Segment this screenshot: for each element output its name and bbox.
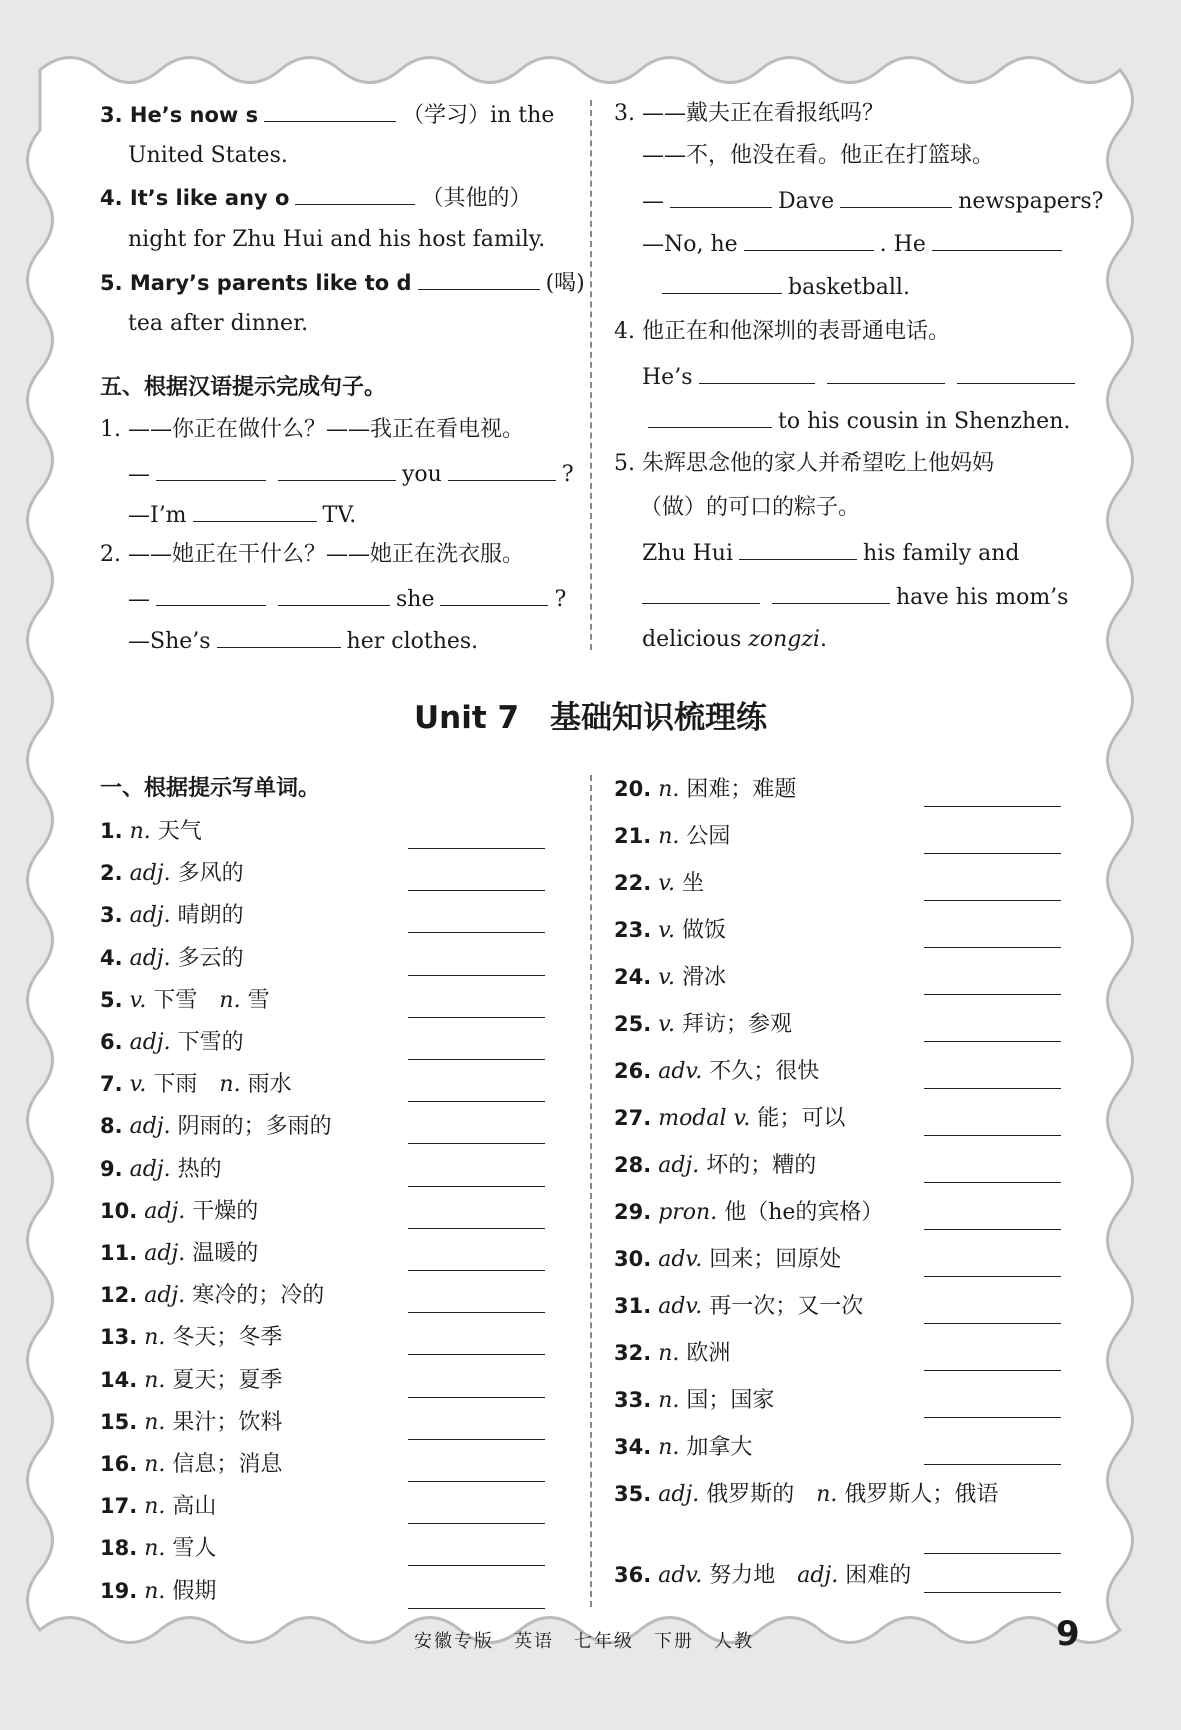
vocab-item (614, 1339, 730, 1368)
vocab-item (100, 1534, 216, 1563)
vocab-item (100, 1239, 258, 1268)
answer-blank[interactable] (924, 805, 1061, 807)
vocab-item (614, 1010, 792, 1039)
item3-line1: 3. He’s now s （学习）in the (100, 100, 554, 130)
item-number: 27. (614, 1106, 652, 1130)
answer-blank[interactable] (408, 1480, 545, 1482)
definition: 国；国家 (686, 1388, 775, 1413)
answer-blank[interactable] (408, 1353, 545, 1355)
item-number: 13. (100, 1325, 138, 1350)
vocab-item (100, 1281, 324, 1310)
blank[interactable] (744, 229, 874, 251)
q4-prompt: 4. 他正在和他深圳的表哥通电话。 (614, 319, 950, 344)
vocab-item (100, 817, 202, 846)
definition: 冬天；冬季 (172, 1325, 283, 1351)
part-of-speech: adj. (129, 945, 171, 971)
item-number: 14. (100, 1367, 138, 1392)
item-number: 28. (614, 1153, 652, 1177)
vocab-item (614, 1151, 816, 1180)
unit-title: Unit 7 基础知识梳理练 (413, 700, 768, 736)
definition: 坐 (682, 871, 705, 896)
blank[interactable] (670, 186, 772, 208)
item-number: 3. (100, 903, 123, 928)
definition: 回来；回原处 (709, 1247, 842, 1272)
part-of-speech: adj. (144, 1241, 186, 1266)
item-number: 20. (614, 777, 652, 801)
part-of-speech: n. (658, 1435, 680, 1460)
definition: 夏天；夏季 (172, 1367, 283, 1393)
blank[interactable] (662, 272, 782, 294)
vocab-item (100, 1197, 258, 1226)
definition: 坏的；糟的 (706, 1153, 817, 1178)
part-of-speech: adj. (129, 1114, 171, 1140)
definition: 阴雨的；多雨的 (177, 1114, 332, 1140)
answer-blank[interactable] (408, 974, 545, 976)
item-number: 36. (614, 1563, 652, 1587)
definition: 不久；很快 (709, 1059, 820, 1084)
definition: 再一次；又一次 (709, 1294, 864, 1319)
q5-prompt: 5. 朱辉思念他的家人并希望吃上他妈妈 (614, 451, 994, 476)
item-number: 11. (100, 1241, 138, 1265)
vocab-item (614, 916, 726, 945)
item-number: 17. (100, 1494, 138, 1519)
blank[interactable] (295, 183, 415, 205)
part-of-speech: n. (816, 1482, 838, 1507)
item-number: 4. (100, 945, 123, 970)
part-of-speech: adj. (144, 1198, 186, 1224)
answer-blank[interactable] (924, 1463, 1061, 1465)
vocab-item (614, 1561, 911, 1590)
definition: 加拿大 (686, 1435, 753, 1460)
definition: 困难；难题 (686, 777, 797, 802)
vocab-item (100, 1577, 216, 1606)
definition: 干燥的 (192, 1198, 259, 1224)
part-of-speech: n. (144, 1325, 166, 1351)
part-of-speech: modal v. (658, 1106, 751, 1131)
blank[interactable] (278, 459, 396, 481)
definition: 温暖的 (192, 1241, 259, 1266)
definition: 天气 (157, 819, 202, 844)
part-of-speech: n. (144, 1536, 166, 1562)
q4-line1: He’s (642, 362, 1081, 392)
item-number: 6. (100, 1030, 123, 1054)
answer-blank[interactable] (924, 1416, 1061, 1418)
answer-blank[interactable] (924, 1087, 1061, 1089)
part-of-speech: n. (658, 1341, 680, 1366)
vocab-item (100, 1155, 222, 1184)
part-of-speech: adj. (129, 903, 171, 929)
q1-answer-line2: —I’m TV. (128, 500, 356, 530)
item-number: 33. (614, 1388, 652, 1412)
answer-blank[interactable] (408, 1522, 545, 1524)
vocab-item (614, 1480, 998, 1509)
part-of-speech: n. (219, 1072, 241, 1098)
vocab-heading: 一、根据提示写单词。 (100, 776, 321, 801)
vocab-item (614, 1198, 883, 1227)
blank[interactable] (699, 362, 815, 384)
answer-blank[interactable] (924, 1552, 1061, 1554)
blank[interactable] (739, 538, 857, 560)
vocab-item (614, 963, 726, 992)
item-number: 25. (614, 1012, 652, 1036)
definition: 滑冰 (682, 965, 727, 990)
answer-blank[interactable] (924, 1181, 1061, 1183)
part-of-speech: n. (144, 1452, 166, 1477)
vocab-item (100, 901, 244, 930)
vocab-item (100, 986, 270, 1015)
vocab-item (614, 1386, 774, 1415)
answer-blank[interactable] (924, 946, 1061, 948)
item-number: 10. (100, 1198, 138, 1223)
vocab-item (100, 1408, 282, 1437)
definition: 能；可以 (757, 1106, 846, 1131)
part-of-speech: v. (658, 1012, 676, 1037)
part-of-speech: n. (658, 824, 680, 849)
q5-line3: delicious zongzi. (642, 627, 827, 652)
blank[interactable] (642, 582, 760, 604)
q1-prompt: 1. ——你正在做什么？——我正在看电视。 (100, 417, 524, 442)
vocab-item (100, 1323, 282, 1352)
definition: 雪 (247, 987, 270, 1013)
item-number: 24. (614, 965, 652, 989)
item-number: 30. (614, 1247, 652, 1271)
answer-blank[interactable] (408, 1311, 545, 1313)
item-number: 1. (100, 819, 123, 843)
answer-blank[interactable] (408, 1142, 545, 1144)
part-of-speech: v. (658, 918, 676, 943)
answer-blank[interactable] (408, 1058, 545, 1060)
part-of-speech: n. (658, 777, 680, 802)
answer-blank[interactable] (924, 993, 1061, 995)
answer-blank[interactable] (408, 931, 545, 933)
definition: 下雨 (153, 1072, 220, 1098)
definition: 拜访；参观 (682, 1012, 793, 1037)
page-number: 9 (1056, 1614, 1080, 1654)
definition: 假期 (172, 1578, 217, 1604)
definition: 寒冷的；冷的 (192, 1283, 325, 1309)
part-of-speech: adj. (129, 861, 171, 887)
item-number: 7. (100, 1072, 123, 1097)
definition: 俄罗斯人；俄语 (844, 1482, 999, 1507)
definition: 热的 (177, 1156, 222, 1182)
item-number: 19. (100, 1578, 138, 1603)
part-of-speech: adj. (797, 1563, 839, 1588)
q3-line3: basketball. (662, 272, 910, 302)
definition: 努力地 (709, 1563, 798, 1588)
q1-answer-line1: — you ? (128, 459, 574, 489)
q2-answer-line2: —She’s her clothes. (128, 626, 478, 656)
answer-blank[interactable] (924, 852, 1061, 854)
answer-blank[interactable] (924, 1591, 1061, 1593)
definition: 信息；消息 (172, 1452, 283, 1477)
item-number: 22. (614, 871, 652, 895)
definition: 俄罗斯的 (706, 1482, 817, 1507)
item4-line2: night for Zhu Hui and his host family. (128, 227, 546, 252)
blank[interactable] (648, 406, 772, 428)
vocab-item (614, 1245, 841, 1274)
answer-blank[interactable] (924, 1040, 1061, 1042)
definition: 雨水 (247, 1072, 292, 1098)
item-number: 29. (614, 1200, 652, 1224)
item-number: 15. (100, 1409, 138, 1434)
item-number: 21. (614, 824, 652, 848)
vocab-item (100, 1028, 244, 1057)
vocab-item (100, 1112, 332, 1141)
answer-blank[interactable] (408, 1396, 545, 1398)
vocab-item (614, 1292, 863, 1321)
answer-blank[interactable] (408, 889, 545, 891)
vocab-item (100, 1450, 282, 1479)
item-number: 26. (614, 1059, 652, 1083)
vocab-item (100, 1366, 282, 1395)
vocab-item (614, 822, 730, 851)
definition: 雪人 (172, 1536, 217, 1562)
item-number: 32. (614, 1341, 652, 1365)
blank[interactable] (772, 582, 890, 604)
item-number: 23. (614, 918, 652, 942)
blank[interactable] (932, 229, 1062, 251)
definition: 多风的 (177, 861, 244, 887)
blank[interactable] (418, 268, 540, 290)
answer-blank[interactable] (924, 1275, 1061, 1277)
part-of-speech: adj. (658, 1482, 700, 1507)
answer-blank[interactable] (408, 1607, 545, 1609)
item-number: 18. (100, 1536, 138, 1561)
blank[interactable] (217, 626, 341, 648)
q3-prompt: 3. ——戴夫正在看报纸吗？ (614, 101, 884, 126)
q3-prompt-b: ——不，他没在看。他正在打篮球。 (642, 143, 995, 168)
answer-blank[interactable] (924, 1369, 1061, 1371)
q5-line2: have his mom’s (642, 582, 1068, 612)
item4-line1: 4. It’s like any o （其他的） (100, 183, 531, 213)
part-of-speech: v. (658, 965, 676, 990)
part-of-speech: n. (144, 1409, 166, 1435)
q3-line1: — Dave newspapers? (642, 186, 1103, 216)
part-of-speech: n. (144, 1367, 166, 1393)
answer-blank[interactable] (924, 1134, 1061, 1136)
part-of-speech: adj. (129, 1156, 171, 1182)
vocab-item (614, 1104, 845, 1133)
blank[interactable] (278, 584, 390, 606)
q2-prompt: 2. ——她正在干什么？——她正在洗衣服。 (100, 542, 524, 567)
blank[interactable] (193, 500, 317, 522)
part-of-speech: pron. (658, 1200, 718, 1225)
answer-blank[interactable] (408, 1100, 545, 1102)
item-number: 31. (614, 1294, 652, 1318)
item-number: 8. (100, 1114, 123, 1139)
blank[interactable] (448, 459, 556, 481)
item-number: 12. (100, 1283, 138, 1308)
vocab-item (100, 1070, 292, 1099)
q5-prompt-b: （做）的可口的粽子。 (640, 495, 861, 520)
item-number: 35. (614, 1482, 652, 1506)
definition: 多云的 (177, 945, 244, 971)
definition: 欧洲 (686, 1341, 731, 1366)
part-of-speech: n. (219, 987, 241, 1013)
blank[interactable] (840, 186, 952, 208)
item-number: 2. (100, 861, 123, 886)
part-of-speech: adv. (658, 1059, 703, 1084)
definition: 他（he的宾格） (724, 1200, 884, 1225)
part-of-speech: n. (658, 1388, 680, 1413)
part-of-speech: v. (129, 1072, 147, 1098)
column-divider-bottom (590, 775, 592, 1607)
definition: 高山 (172, 1494, 217, 1520)
answer-blank[interactable] (408, 1227, 545, 1229)
item-number: 5. (100, 987, 123, 1012)
footer-text: 安徽专版 英语 七年级 下册 人教 (414, 1631, 754, 1652)
section5-heading: 五、根据汉语提示完成句子。 (100, 375, 387, 400)
q4-line2: to his cousin in Shenzhen. (648, 406, 1070, 436)
definition: 困难的 (845, 1563, 912, 1588)
answer-blank[interactable] (924, 899, 1061, 901)
vocab-item (614, 775, 796, 804)
vocab-item (614, 1057, 819, 1086)
blank[interactable] (156, 584, 266, 606)
blank[interactable] (827, 362, 945, 384)
answer-blank[interactable] (408, 847, 545, 849)
item5-line1: 5. Mary’s parents like to d (喝) (100, 268, 585, 298)
definition: 做饭 (682, 918, 727, 943)
blank[interactable] (957, 362, 1075, 384)
part-of-speech: v. (129, 987, 147, 1013)
column-divider-top (590, 100, 592, 650)
item-number: 16. (100, 1452, 138, 1476)
vocab-item (614, 1433, 752, 1462)
blank[interactable] (156, 459, 266, 481)
part-of-speech: n. (144, 1494, 166, 1520)
part-of-speech: adj. (144, 1283, 186, 1309)
answer-blank[interactable] (408, 1438, 545, 1440)
definition: 果汁；饮料 (172, 1409, 283, 1435)
vocab-item (100, 1492, 216, 1521)
vocab-item (100, 944, 244, 973)
part-of-speech: n. (144, 1578, 166, 1604)
part-of-speech: adj. (658, 1153, 700, 1178)
answer-blank[interactable] (408, 1016, 545, 1018)
part-of-speech: v. (658, 871, 676, 896)
vocab-item (100, 859, 244, 888)
item5-line2: tea after dinner. (128, 311, 309, 336)
answer-blank[interactable] (408, 1269, 545, 1271)
part-of-speech: adv. (658, 1563, 703, 1588)
definition: 下雪 (153, 987, 220, 1013)
item-number: 34. (614, 1435, 652, 1459)
blank[interactable] (264, 100, 396, 122)
q3-line2: —No, he . He (642, 229, 1068, 259)
part-of-speech: adv. (658, 1294, 703, 1319)
definition: 晴朗的 (177, 903, 244, 929)
q2-answer-line1: — she ? (128, 584, 566, 614)
blank[interactable] (440, 584, 548, 606)
vocab-item (614, 869, 704, 898)
answer-blank[interactable] (408, 1564, 545, 1566)
answer-blank[interactable] (408, 1185, 545, 1187)
part-of-speech: adv. (658, 1247, 703, 1272)
item-number: 9. (100, 1156, 123, 1181)
definition: 下雪的 (177, 1030, 244, 1055)
definition: 公园 (686, 824, 731, 849)
part-of-speech: adj. (129, 1030, 171, 1055)
answer-blank[interactable] (924, 1228, 1061, 1230)
answer-blank[interactable] (924, 1322, 1061, 1324)
item3-line2: United States. (128, 143, 288, 168)
q5-line1: Zhu Hui his family and (642, 538, 1020, 568)
part-of-speech: n. (129, 819, 151, 844)
